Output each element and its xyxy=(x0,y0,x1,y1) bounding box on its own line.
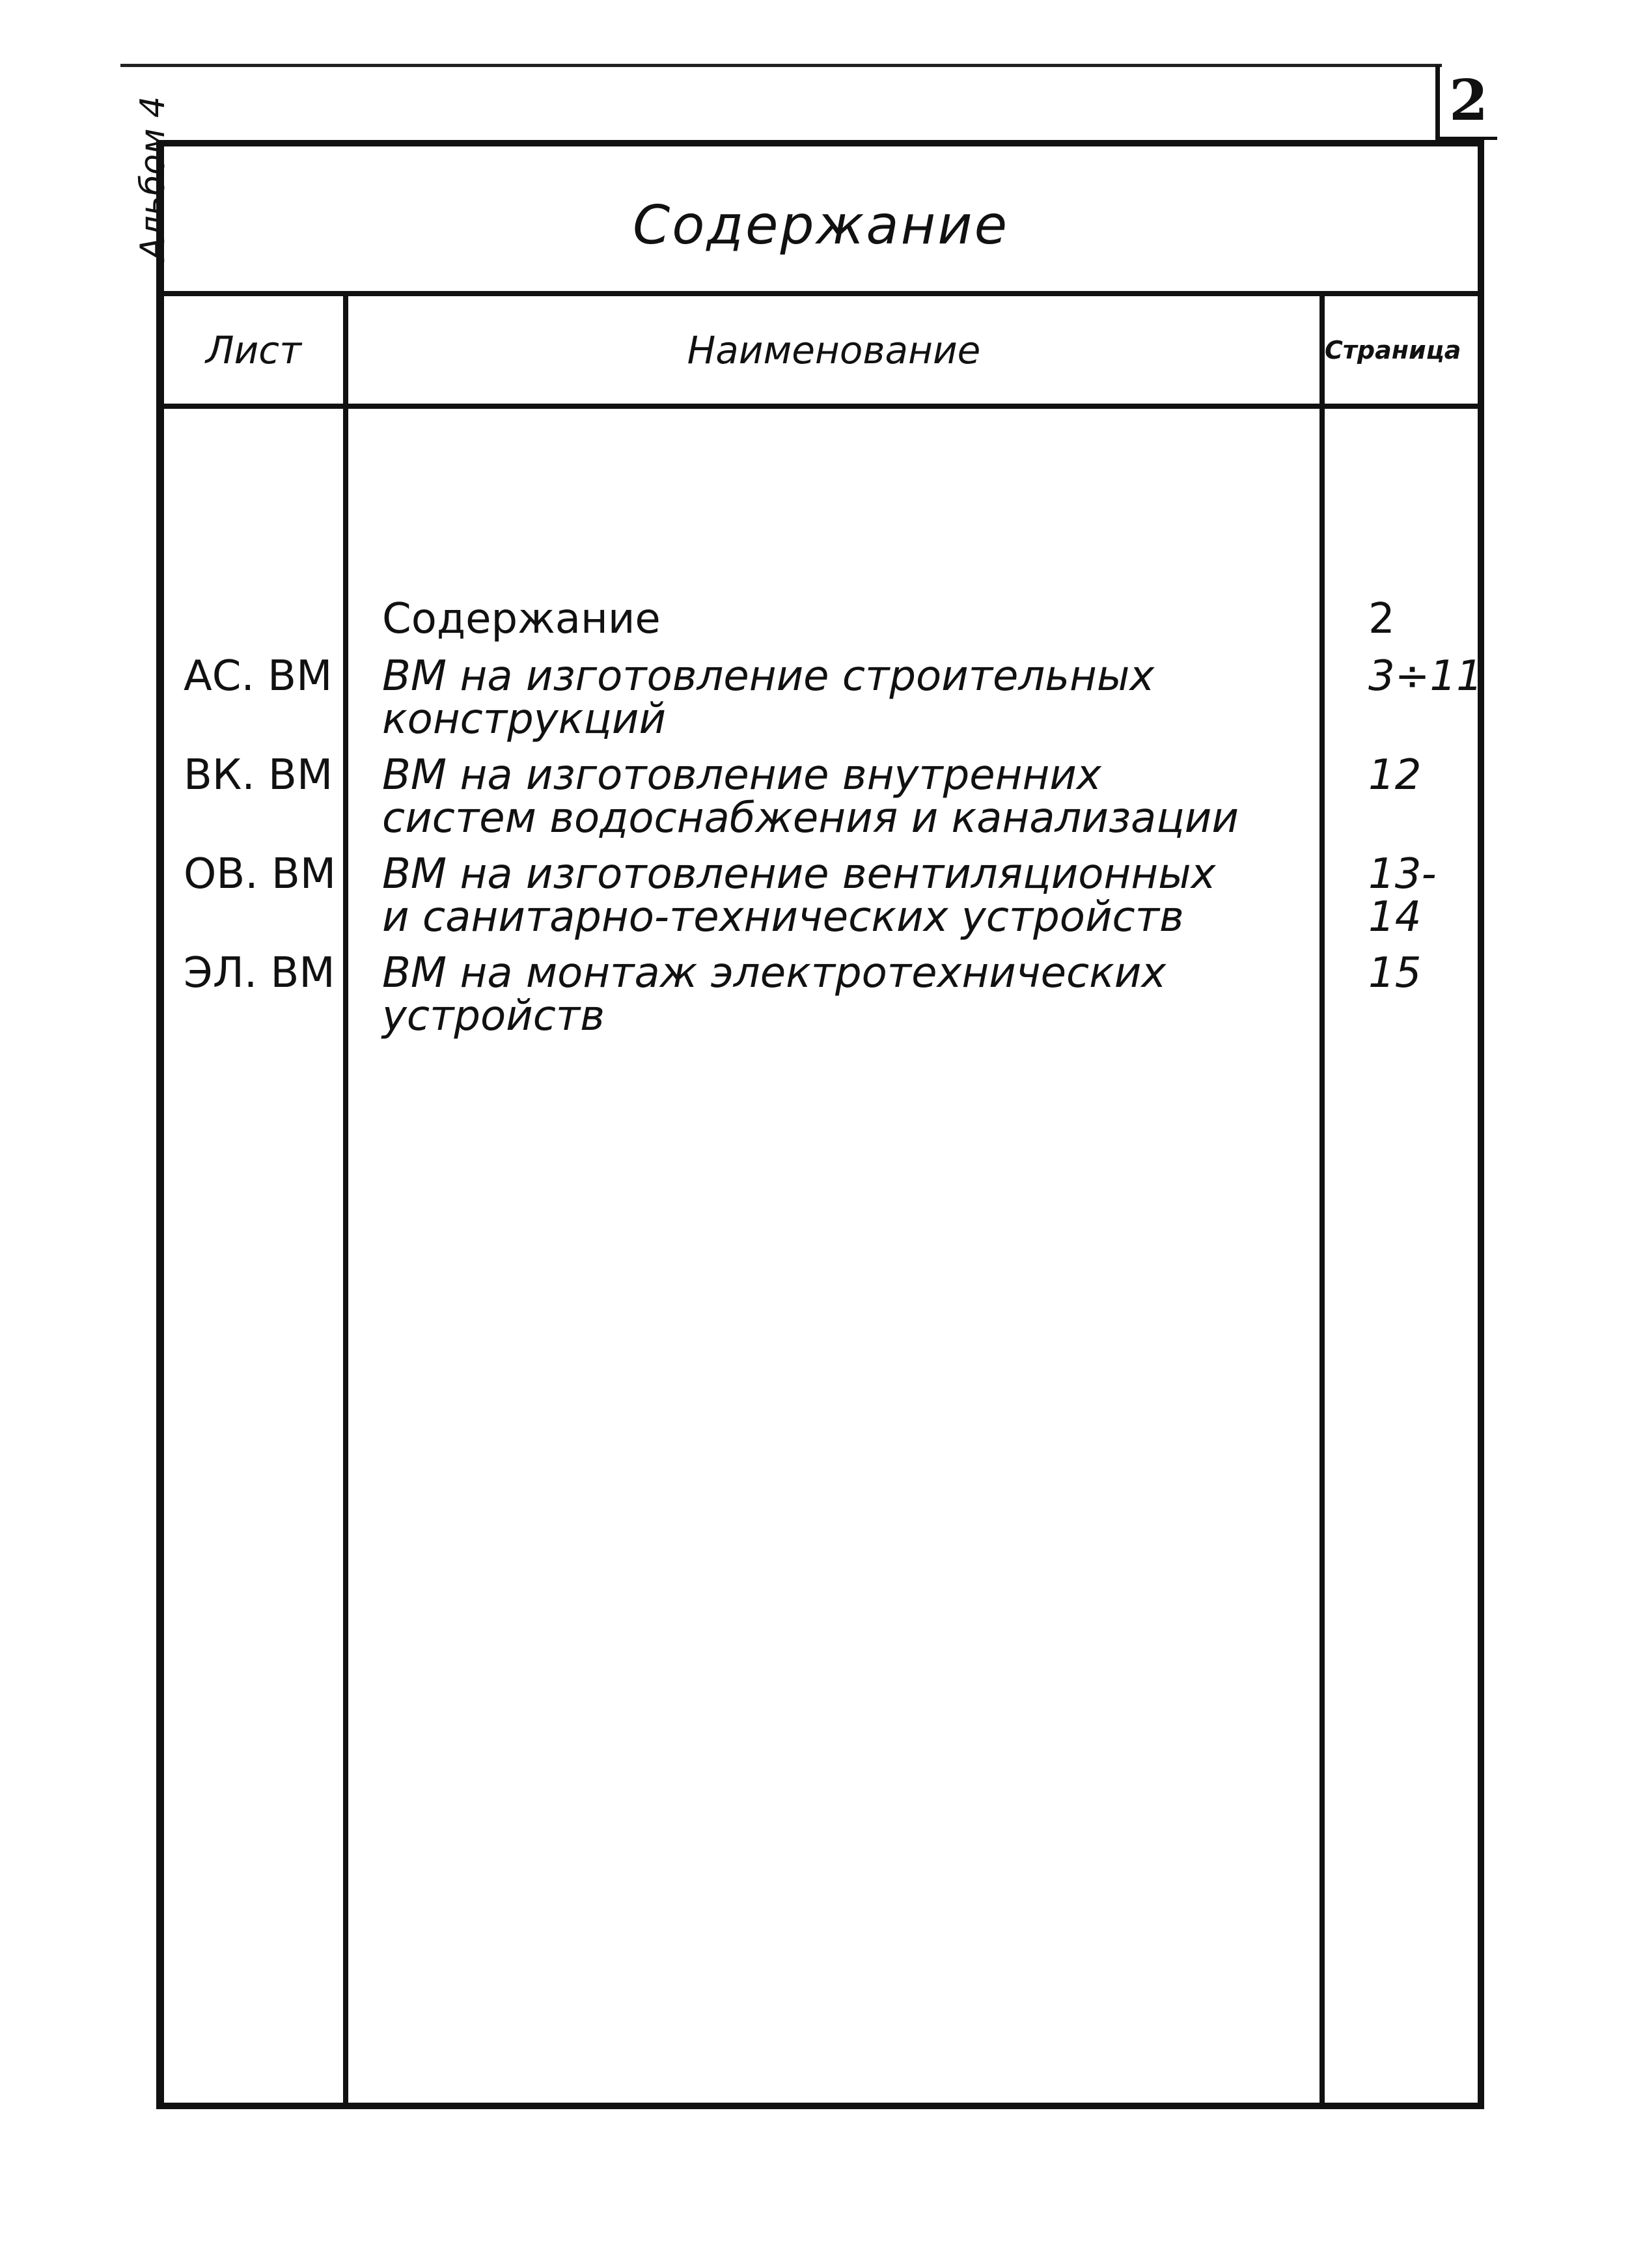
row-name: ВМ на монтаж электротехнических xyxy=(382,949,1167,997)
row-name-continuation: и санитарно-технических устройств xyxy=(382,893,1184,941)
title-row xyxy=(164,146,1478,296)
row-name: ВМ на изготовление строительных xyxy=(382,652,1155,700)
row-page: 3÷11 xyxy=(1368,652,1483,700)
row-page: 2 xyxy=(1368,595,1395,643)
row-sheet: ОВ. ВМ xyxy=(184,850,337,898)
row-name: ВМ на изготовление внутренних xyxy=(382,751,1101,799)
header-row xyxy=(164,296,1478,409)
row-page: 13-14 xyxy=(1368,850,1437,941)
row-page: 15 xyxy=(1368,949,1422,997)
table-body xyxy=(164,409,1483,2103)
top-rule xyxy=(120,64,1442,67)
page-title: Содержание xyxy=(632,194,1010,256)
row-name-continuation: конструкций xyxy=(382,695,667,743)
row-sheet: ЭЛ. ВМ xyxy=(184,949,335,997)
page-number: 2 xyxy=(1435,65,1497,140)
header-page: Страница xyxy=(1325,335,1461,365)
row-name: Содержание xyxy=(382,595,661,643)
album-label: Альбом 4 xyxy=(133,96,173,260)
header-sheet: Лист xyxy=(206,327,301,372)
header-name: Наименование xyxy=(687,327,981,372)
contents-table xyxy=(156,140,1484,2109)
row-page: 12 xyxy=(1368,751,1422,799)
row-name: ВМ на изготовление вентиляционных xyxy=(382,850,1216,898)
row-sheet: АС. ВМ xyxy=(184,652,333,700)
row-name-continuation: устройств xyxy=(382,992,605,1040)
row-sheet: ВК. ВМ xyxy=(184,751,333,799)
row-name-continuation: систем водоснабжения и канализации xyxy=(382,794,1239,842)
